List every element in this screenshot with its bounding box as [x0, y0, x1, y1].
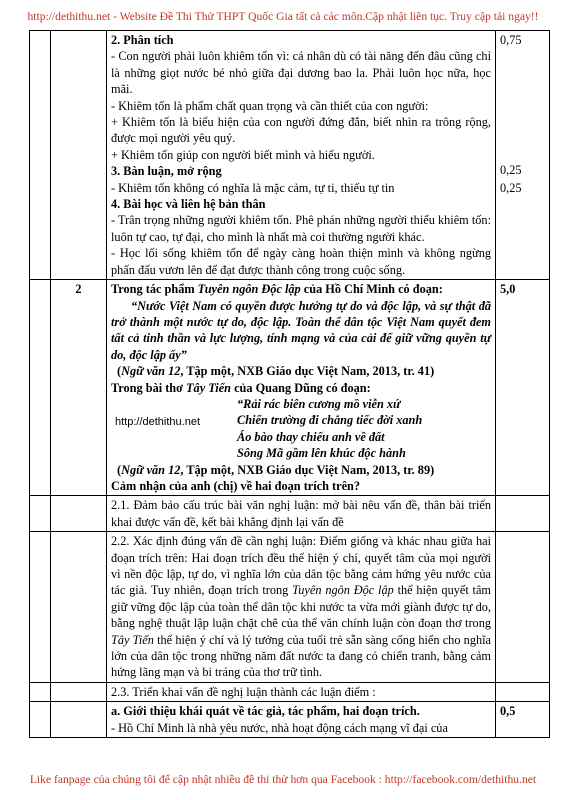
- question-cell: [107, 280, 496, 496]
- poem-line: Sông Mã gầm lên khúc độc hành: [237, 446, 406, 461]
- question-number: 2: [51, 280, 107, 496]
- score: 0,75: [500, 33, 522, 47]
- score: 0,5: [496, 702, 550, 738]
- criteria-cell: [107, 702, 496, 738]
- table-row: [30, 496, 550, 532]
- point-title: a. Giới thiệu khái quát về tác giả, tác phẩm, hai đoạn trích.: [111, 704, 420, 719]
- page-header-link[interactable]: http://dethithu.net - Website Đề Thi Thử THPT Quốc Gia tất cả các môn.Cập nhật liên tục. Truy cập tải ngay!!: [27, 10, 539, 23]
- source-citation: (Ngữ văn 12, Tập một, NXB Giáo dục Việt Nam, 2013, tr. 89): [117, 462, 435, 477]
- poem-line: “Rải rác biên cương mồ viễn xứ: [237, 396, 401, 411]
- watermark-link[interactable]: http://dethithu.net: [115, 415, 201, 428]
- score: 0,25: [500, 163, 522, 178]
- poem-block: [111, 396, 491, 462]
- paragraph: + Khiêm tốn là biểu hiện của con người đứng đắn, biết nhìn ra trông rộng, được mọi người yêu quý.: [111, 115, 491, 146]
- paragraph: - Khiêm tốn không có nghĩa là mặc cảm, tự ti, thiếu tự tin: [111, 180, 395, 195]
- paragraph: - Hồ Chí Minh là nhà yêu nước, nhà hoạt động cách mạng vĩ đại của: [111, 720, 448, 735]
- table-row: [30, 702, 550, 738]
- score: 0,25: [500, 180, 522, 195]
- total-score: 5,0: [496, 280, 550, 496]
- table-row: [30, 682, 550, 701]
- table-row: [30, 280, 550, 496]
- question-intro: Trong tác phẩm Tuyên ngôn Độc lập của Hồ Chí Minh có đoạn:: [111, 282, 443, 297]
- paragraph: - Học lối sống khiêm tốn để ngày càng hoàn thiện mình và không ngừng phấn đấu vươn lên để đạt được thành công trong cuộc sống.: [111, 246, 491, 277]
- criteria-text: 2.3. Triển khai vấn đề nghị luận thành các luận điểm :: [107, 682, 496, 701]
- poem-intro: Trong bài thơ Tây Tiến của Quang Dũng có đoạn:: [111, 380, 371, 395]
- content-cell: [107, 31, 496, 280]
- paragraph: - Trân trọng những người khiêm tốn. Phê phán những người thiếu khiêm tốn: luôn tự cao, tự đại, cho mình là nhất mà coi thường người khác.: [111, 213, 491, 244]
- table-row: [30, 532, 550, 683]
- table-row: [30, 31, 550, 280]
- paragraph: + Khiêm tốn giúp con người biết mình và hiểu người.: [111, 147, 375, 162]
- page-footer-link[interactable]: Like fanpage của chúng tôi để cập nhật nhiều đề thi thử hơn qua Facebook : http://facebook.com/dethithu.net: [29, 773, 537, 786]
- source-citation: (Ngữ văn 12, Tập một, NXB Giáo dục Việt Nam, 2013, tr. 41): [117, 364, 435, 379]
- paragraph: - Con người phải luôn khiêm tốn vì: cá nhân dù có tài năng đến đâu cũng chỉ là những giọt nước bé nhỏ giữa đại dương bao la. Phải luôn học nữa, học mãi.: [111, 49, 491, 97]
- paragraph: - Khiêm tốn là phẩm chất quan trọng và cần thiết của con người:: [111, 98, 429, 113]
- poem-line: Chiến trường đi chẳng tiếc đời xanh: [237, 413, 423, 428]
- score-cell: [496, 31, 550, 280]
- criteria-text: 2.2. Xác định đúng vấn đề cần nghị luận: Điểm giống và khác nhau giữa hai đoạn trích trên: Hai đoạn trích đều thể hiện ý chí, quyết tâm của mọi người vì nền độc lập, tự do, vì nghĩa lớn của dân tộc bằng cảm hứng yêu nước của tác giả. Tuy nhiên, đoạn trích trong Tuyên ngôn Độc lập thể hiện quyết tâm giữ vững độc lập của toàn thể dân tộc khi nước ta vừa mới giành được tự do, bằng nghệ thuật lập luận chặt chẽ của thể văn chính luận còn đoạn thơ trong Tây Tiến thể hiện ý chí và lý tưởng của tuổi trẻ sẵn sàng cống hiến cho nghĩa lớn của dân tộc trong những năm đất nước ta đang có chiến tranh, bằng cảm hứng lãng mạn và bi tráng của thơ trữ tình.: [107, 532, 496, 683]
- poem-line: Áo bào thay chiếu anh về đất: [237, 429, 385, 444]
- criteria-text: 2.1. Đảm bảo cấu trúc bài văn nghị luận: mở bài nêu vấn đề, thân bài triển khai được vấn đề, kết bài khẳng định lại vấn đề: [107, 496, 496, 532]
- question-prompt: Cảm nhận của anh (chị) về hai đoạn trích trên?: [111, 478, 361, 493]
- section-title: 2. Phân tích: [111, 33, 174, 47]
- answer-table: [29, 30, 550, 738]
- quote-text: “Nước Việt Nam có quyền được hưởng tự do và độc lập, và sự thật đã trở thành một nước tự do, độc lập. Toàn thể dân tộc Việt Nam quyết đem tất cả tinh thần và lực lượng, tính mạng và của cải để giữ vững quyền tự do, độc lập ấy”: [111, 298, 491, 362]
- section-title: 3. Bàn luận, mở rộng: [111, 164, 222, 179]
- section-title: 4. Bài học và liên hệ bản thân: [111, 197, 266, 212]
